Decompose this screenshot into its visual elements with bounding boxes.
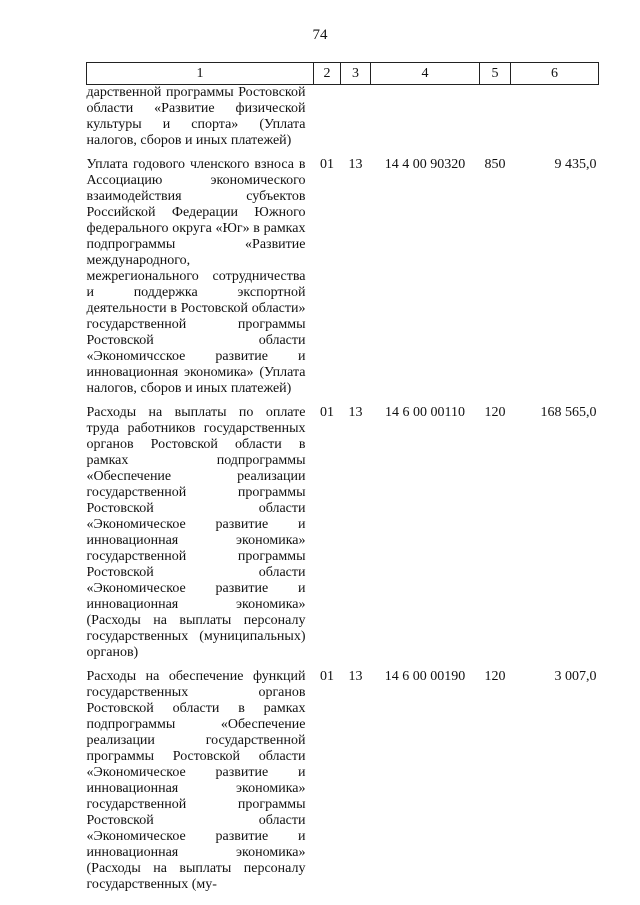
amount xyxy=(511,85,599,150)
expense-type-code: 120 xyxy=(484,669,506,684)
column-header: 2 xyxy=(314,63,341,85)
section-code: 01 xyxy=(320,669,334,684)
table-row xyxy=(87,405,599,661)
section-code: 01 xyxy=(320,157,334,172)
column-number-row xyxy=(87,63,599,85)
amount: 9 435,0 xyxy=(554,157,597,172)
target-article-code: 14 6 00 00190 xyxy=(384,669,466,684)
column-header: 6 xyxy=(511,63,599,85)
row-description: дарственной программы Ростовской области «Развитие физической культуры и спорта» (Уплата налогов, сборов и иных платежей) xyxy=(86,85,306,148)
column-header: 3 xyxy=(341,63,371,85)
subsection-code: 13 xyxy=(348,405,363,420)
row-description: Уплата годового членского взноса в Ассоциацию экономического взаимодействия субъектов Российской Федерации Южного федерального округа «Юг» в рамках подпрограммы «Развитие международного, межрегионального сотрудничества и поддержка экспортной деятельности в Ростовской области» государственной программы Ростовской области «Экономичсское развитие и инновационная экономика» (Уплата налогов, сборов и иных платежей) xyxy=(86,157,306,396)
row-description: Расходы на обеспечение функций государственных органов Ростовской области в рамках подпрограммы «Обеспечение реализации государственной программы Ростовской области «Экономическое развитие и инновационная экономика» государственной программы Ростовской области «Экономическое развитие и инновационная экономика» (Расходы на выплаты персоналу государственных (му- xyxy=(86,669,306,892)
table-row xyxy=(87,669,599,893)
row-description: Расходы на выплаты по оплате труда работников государственных органов Ростовской области в рамках подпрограммы «Обеспечение реализации государственной программы Ростовской области «Экономическое развитие и инновационная экономика» государственной программы Ростовской области «Экономическое развитие и инновационная экономика» (Расходы на выплаты персоналу государственных (муниципальных) органов) xyxy=(86,405,306,660)
expense-type-code: 850 xyxy=(484,157,506,172)
table-row xyxy=(87,85,599,150)
expense-type-code xyxy=(480,85,511,150)
target-article-code: 14 6 00 00110 xyxy=(385,405,465,420)
budget-table xyxy=(86,62,599,893)
amount: 3 007,0 xyxy=(554,669,597,684)
section-code: 01 xyxy=(320,405,334,420)
subsection-code xyxy=(341,85,371,150)
subsection-code: 13 xyxy=(348,157,363,172)
section-code xyxy=(314,85,341,150)
target-article-code: 14 4 00 90320 xyxy=(384,157,466,172)
table-row xyxy=(87,157,599,397)
column-header: 5 xyxy=(480,63,511,85)
column-header: 1 xyxy=(87,63,314,85)
page-number: 74 xyxy=(312,27,328,43)
expense-type-code: 120 xyxy=(484,405,506,420)
subsection-code: 13 xyxy=(348,669,363,684)
column-header: 4 xyxy=(371,63,480,85)
target-article-code xyxy=(371,85,480,150)
amount: 168 565,0 xyxy=(540,405,597,420)
